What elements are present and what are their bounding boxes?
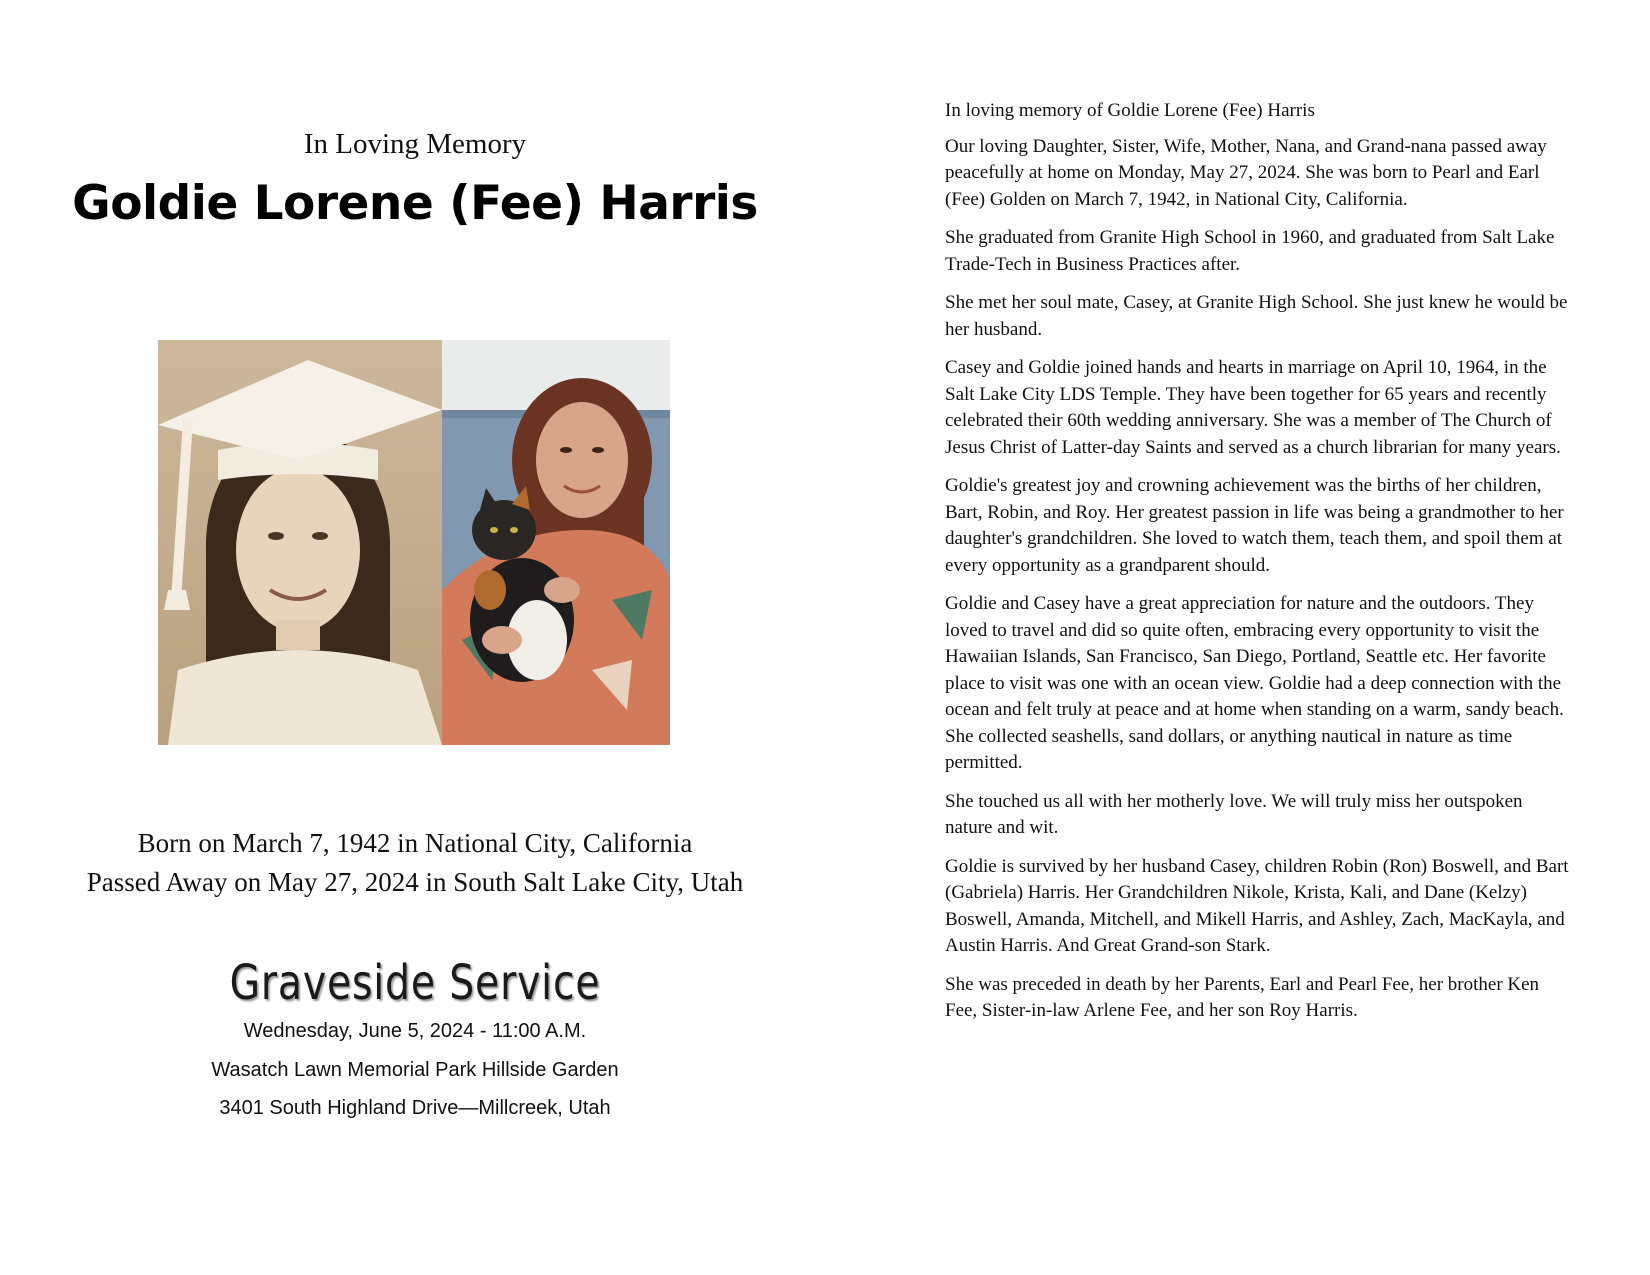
service-title: Graveside Service (229, 955, 601, 1011)
obituary-text (945, 98, 1570, 1037)
obituary-paragraph: She graduated from Granite High School in 1960, and graduated from Salt Lake Trade-Tech in Business Practices after. (945, 227, 1555, 275)
service-location: Wasatch Lawn Memorial Park Hillside Garden (211, 1059, 619, 1081)
obituary-paragraph: She met her soul mate, Casey, at Granite High School. She just knew he would be her husband. (945, 292, 1568, 340)
portrait-with-cat-photo (442, 340, 670, 745)
photo-collage (158, 340, 670, 745)
obituary-paragraph: She was preceded in death by her Parents, Earl and Pearl Fee, her brother Ken Fee, Sister-in-law Arlene Fee, and her son Roy Harris. (945, 973, 1540, 1021)
obituary-paragraph: Goldie and Casey have a great appreciation for nature and the outdoors. They loved to travel and did so quite often, embracing every opportunity to visit the Hawaiian Islands, San Francisco, San Diego, Portland, Seattle etc. Her favorite place to visit was one with an ocean view. Goldie had a deep connection with the ocean and felt truly at peace and at home when standing on a warm, sandy beach. She collected seashells, sand dollars, or anything nautical in nature as time permitted. (945, 593, 1564, 773)
obituary-heading: In loving memory of Goldie Lorene (Fee) Harris (945, 100, 1315, 121)
obituary-paragraph: Goldie's greatest joy and crowning achievement was the births of her children, Bart, Robin, and Roy. Her greatest passion in life was being a grandmother to her daughter's grandchildren. She loved to watch them, teach them, and spoil them at every opportunity as a grandparent should. (945, 475, 1564, 576)
born-line: Born on March 7, 1942 in National City, California (137, 828, 693, 858)
obituary-paragraph: Our loving Daughter, Sister, Wife, Mother, Nana, and Grand-nana passed away peacefully at home on Monday, May 27, 2024. She was born to Pearl and Earl (Fee) Golden on March 7, 1942, in National City, California. (945, 135, 1547, 210)
obituary-paragraph: She touched us all with her motherly love. We will truly miss her outspoken nature and wit. (945, 790, 1523, 838)
service-address: 3401 South Highland Drive—Millcreek, Utah (219, 1097, 611, 1119)
obituary-paragraph: Casey and Goldie joined hands and hearts in marriage on April 10, 1964, in the Salt Lake City LDS Temple. They have been together for 65 years and recently celebrated their 60th wedding anniversary. She was a member of The Church of Jesus Christ of Latter-day Saints and served as a church librarian for many years. (945, 357, 1561, 458)
obituary-paragraph: Goldie is survived by her husband Casey, children Robin (Ron) Boswell, and Bart (Gabriela) Harris. Her Grandchildren Nikole, Krista, Kali, and Dane (Kelzy) Boswell, Amanda, Mitchell, and Mikell Harris, and Ashley, Zach, MacKayla, and Austin Harris. And Great Grand-son Stark. (945, 855, 1569, 956)
passed-line: Passed Away on May 27, 2024 in South Salt Lake City, Utah (86, 867, 744, 897)
service-datetime: Wednesday, June 5, 2024 - 11:00 A.M. (243, 1020, 587, 1042)
intro-heading: In Loving Memory (303, 128, 527, 160)
left-panel (60, 0, 770, 1275)
graduation-portrait-photo (158, 340, 442, 745)
deceased-name: Goldie Lorene (Fee) Harris (72, 176, 758, 231)
